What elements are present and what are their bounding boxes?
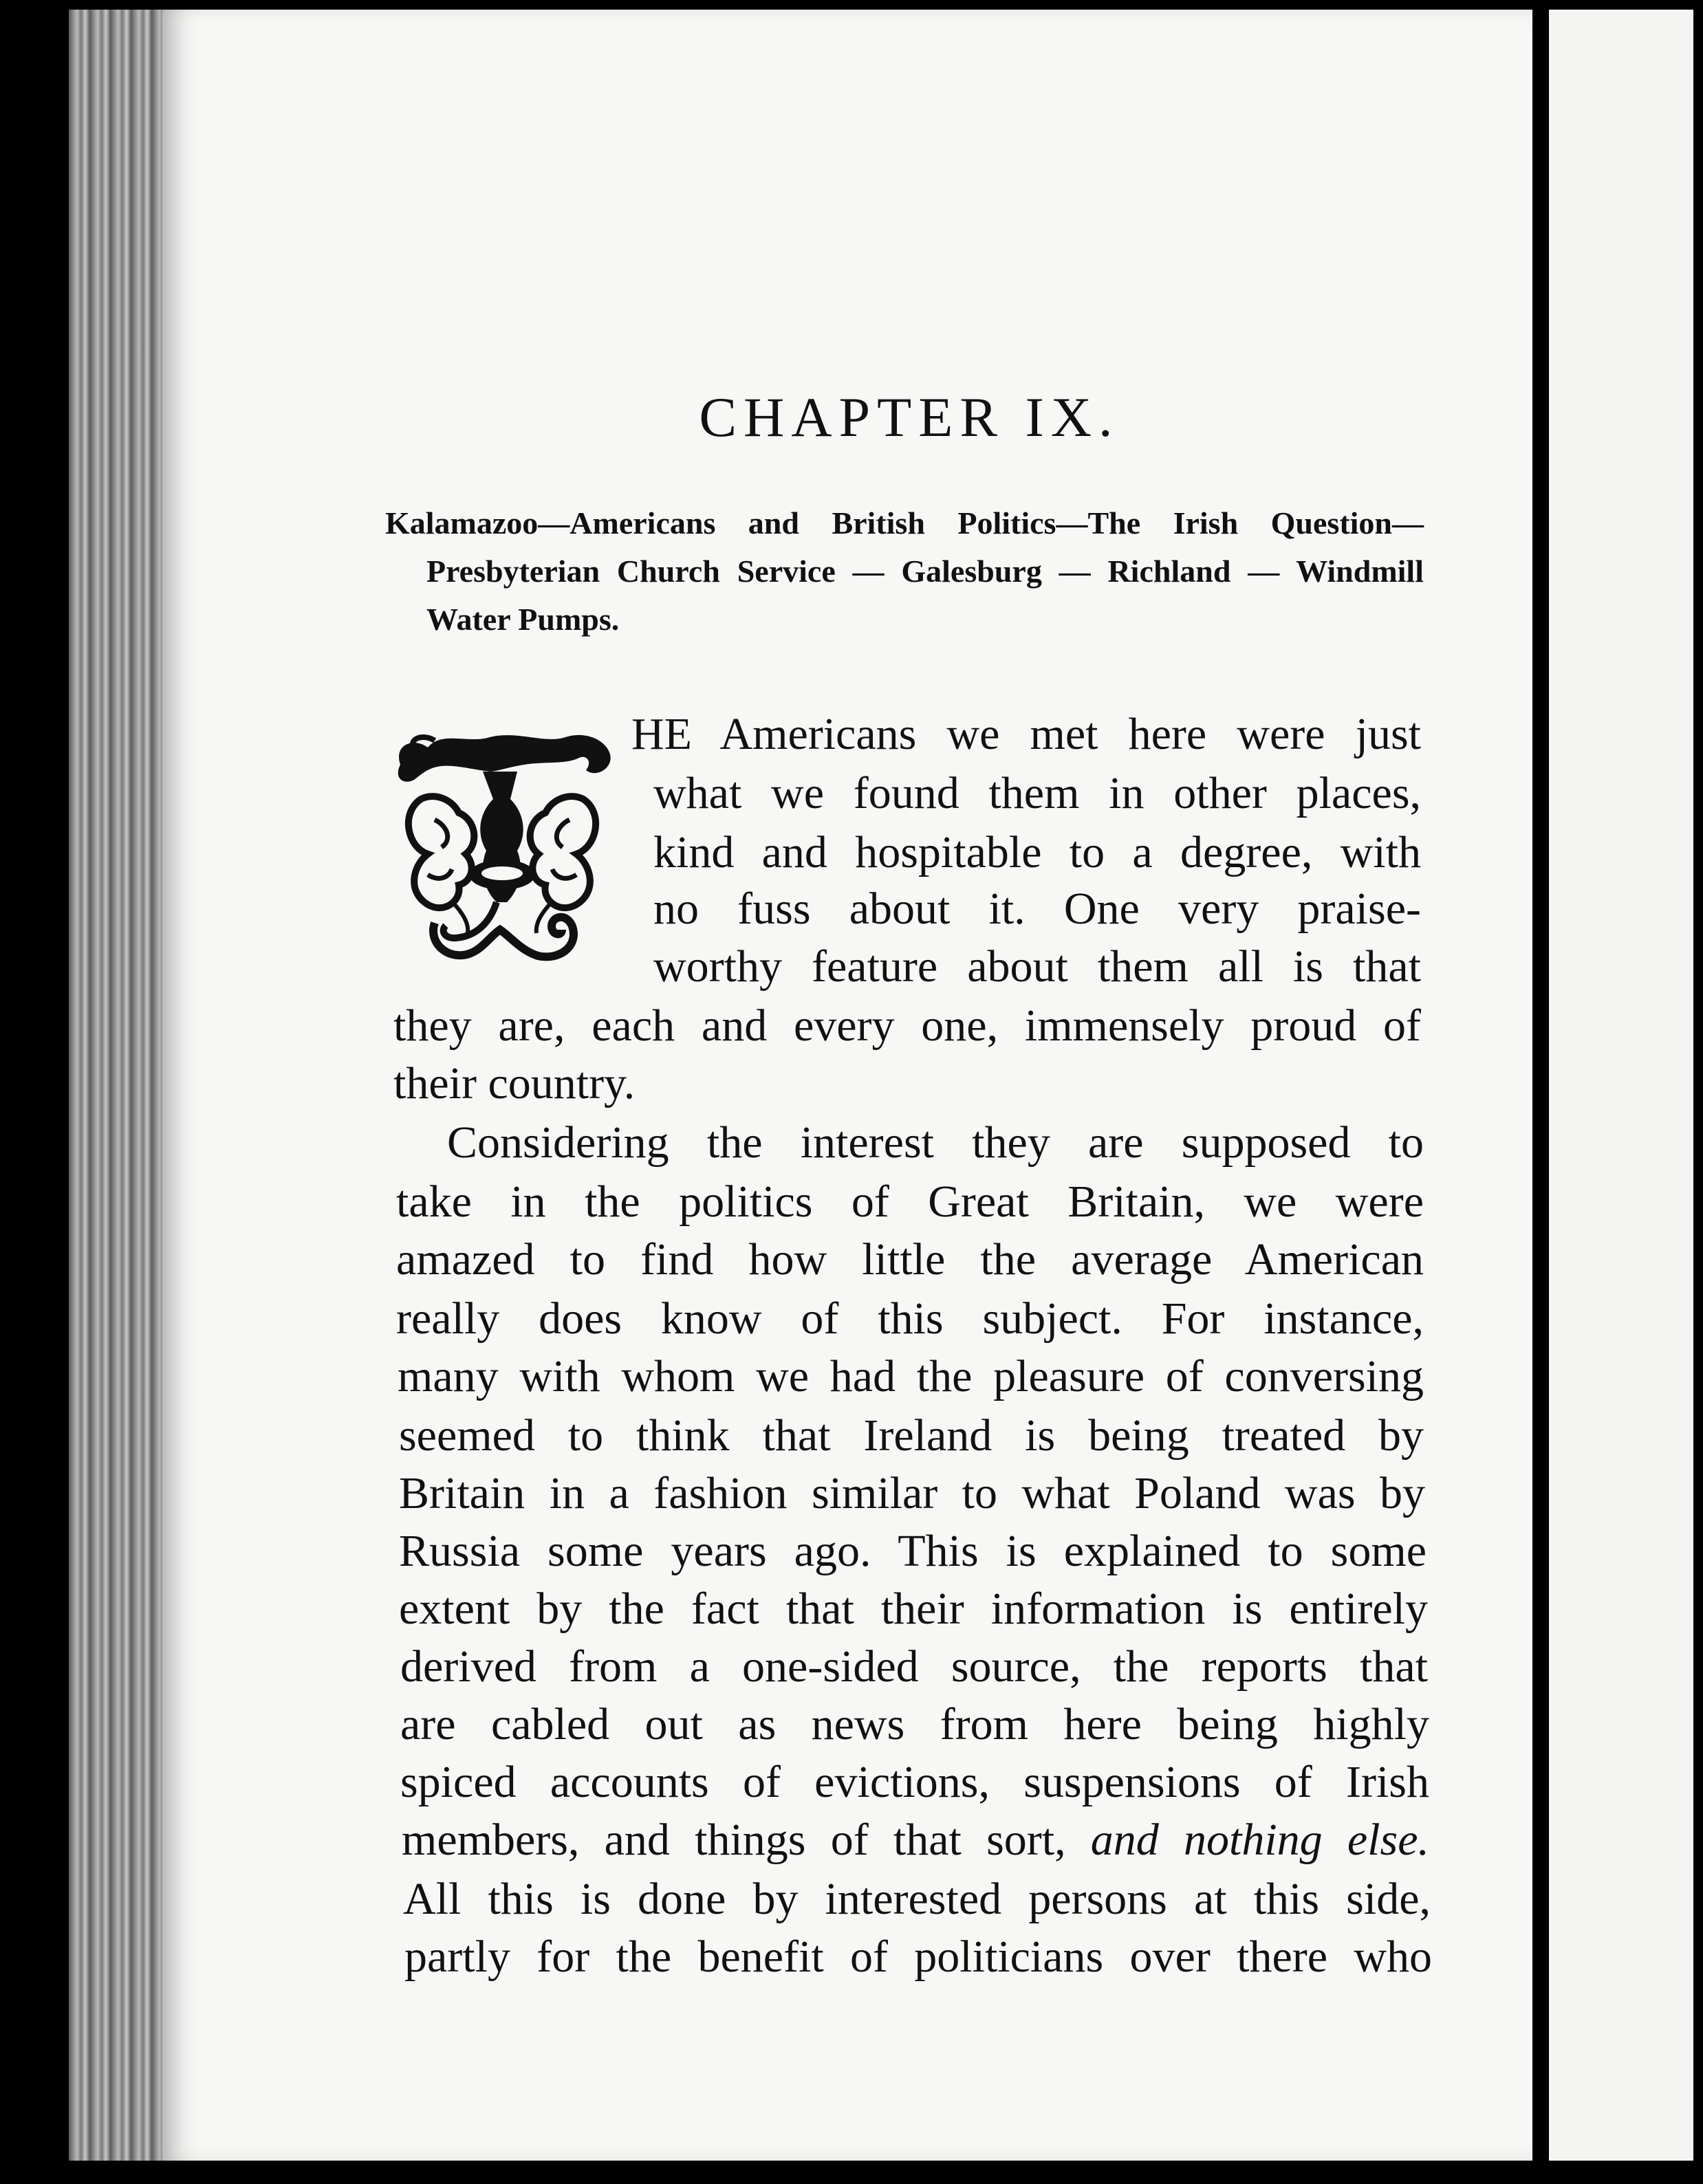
text-line: they are, each and every one, immensely proud of xyxy=(393,1001,1421,1051)
chapter-title: CHAPTER IX. xyxy=(699,386,1120,448)
text-line: really does know of this subject. For instance, xyxy=(396,1293,1424,1344)
text-line: All this is done by interested persons at this side, xyxy=(403,1874,1431,1924)
text-line: many with whom we had the pleasure of conversing xyxy=(398,1351,1424,1401)
text-line: worthy feature about them all is that xyxy=(653,941,1421,992)
text-line: Britain in a fashion similar to what Poland was by xyxy=(399,1468,1425,1518)
text-line: kind and hospitable to a degree, with xyxy=(653,827,1421,877)
text-line-plain: members, and things of that sort, xyxy=(402,1815,1091,1865)
facing-page xyxy=(1549,10,1693,2161)
text-line: partly for the benefit of politicians over there who xyxy=(404,1932,1432,1982)
text-line: extent by the fact that their information is entirely xyxy=(399,1584,1428,1634)
text-line: Considering the interest they are supposed to xyxy=(447,1117,1424,1168)
text-line: take in the politics of Great Britain, we were xyxy=(396,1177,1424,1227)
text-line: amazed to find how little the average American xyxy=(396,1234,1424,1285)
text-line xyxy=(402,1814,1429,1866)
text-line: HE Americans we met here were just xyxy=(631,709,1421,759)
ornate-drop-cap-t-icon xyxy=(387,717,618,965)
text-line: no fuss about it. One very praise- xyxy=(653,884,1421,934)
chapter-synopsis: Kalamazoo—Americans and British Politics—The Irish Question—Presbyterian Church Service — Galesburg — Richland — Windmill Water Pumps. xyxy=(385,505,1424,637)
text-line: what we found them in other places, xyxy=(653,768,1421,818)
text-line: are cabled out as news from here being highly xyxy=(400,1699,1429,1749)
text-line: seemed to think that Ireland is being treated by xyxy=(399,1410,1424,1461)
text-line: their country. xyxy=(393,1058,636,1109)
emphasis-text: and nothing else. xyxy=(1090,1815,1429,1865)
gutter xyxy=(1532,0,1549,2184)
text-line: derived from a one-sided source, the reports that xyxy=(400,1641,1428,1692)
text-line: spiced accounts of evictions, suspensions of Irish xyxy=(400,1757,1429,1807)
text-line: Russia some years ago. This is explained to some xyxy=(399,1526,1427,1576)
